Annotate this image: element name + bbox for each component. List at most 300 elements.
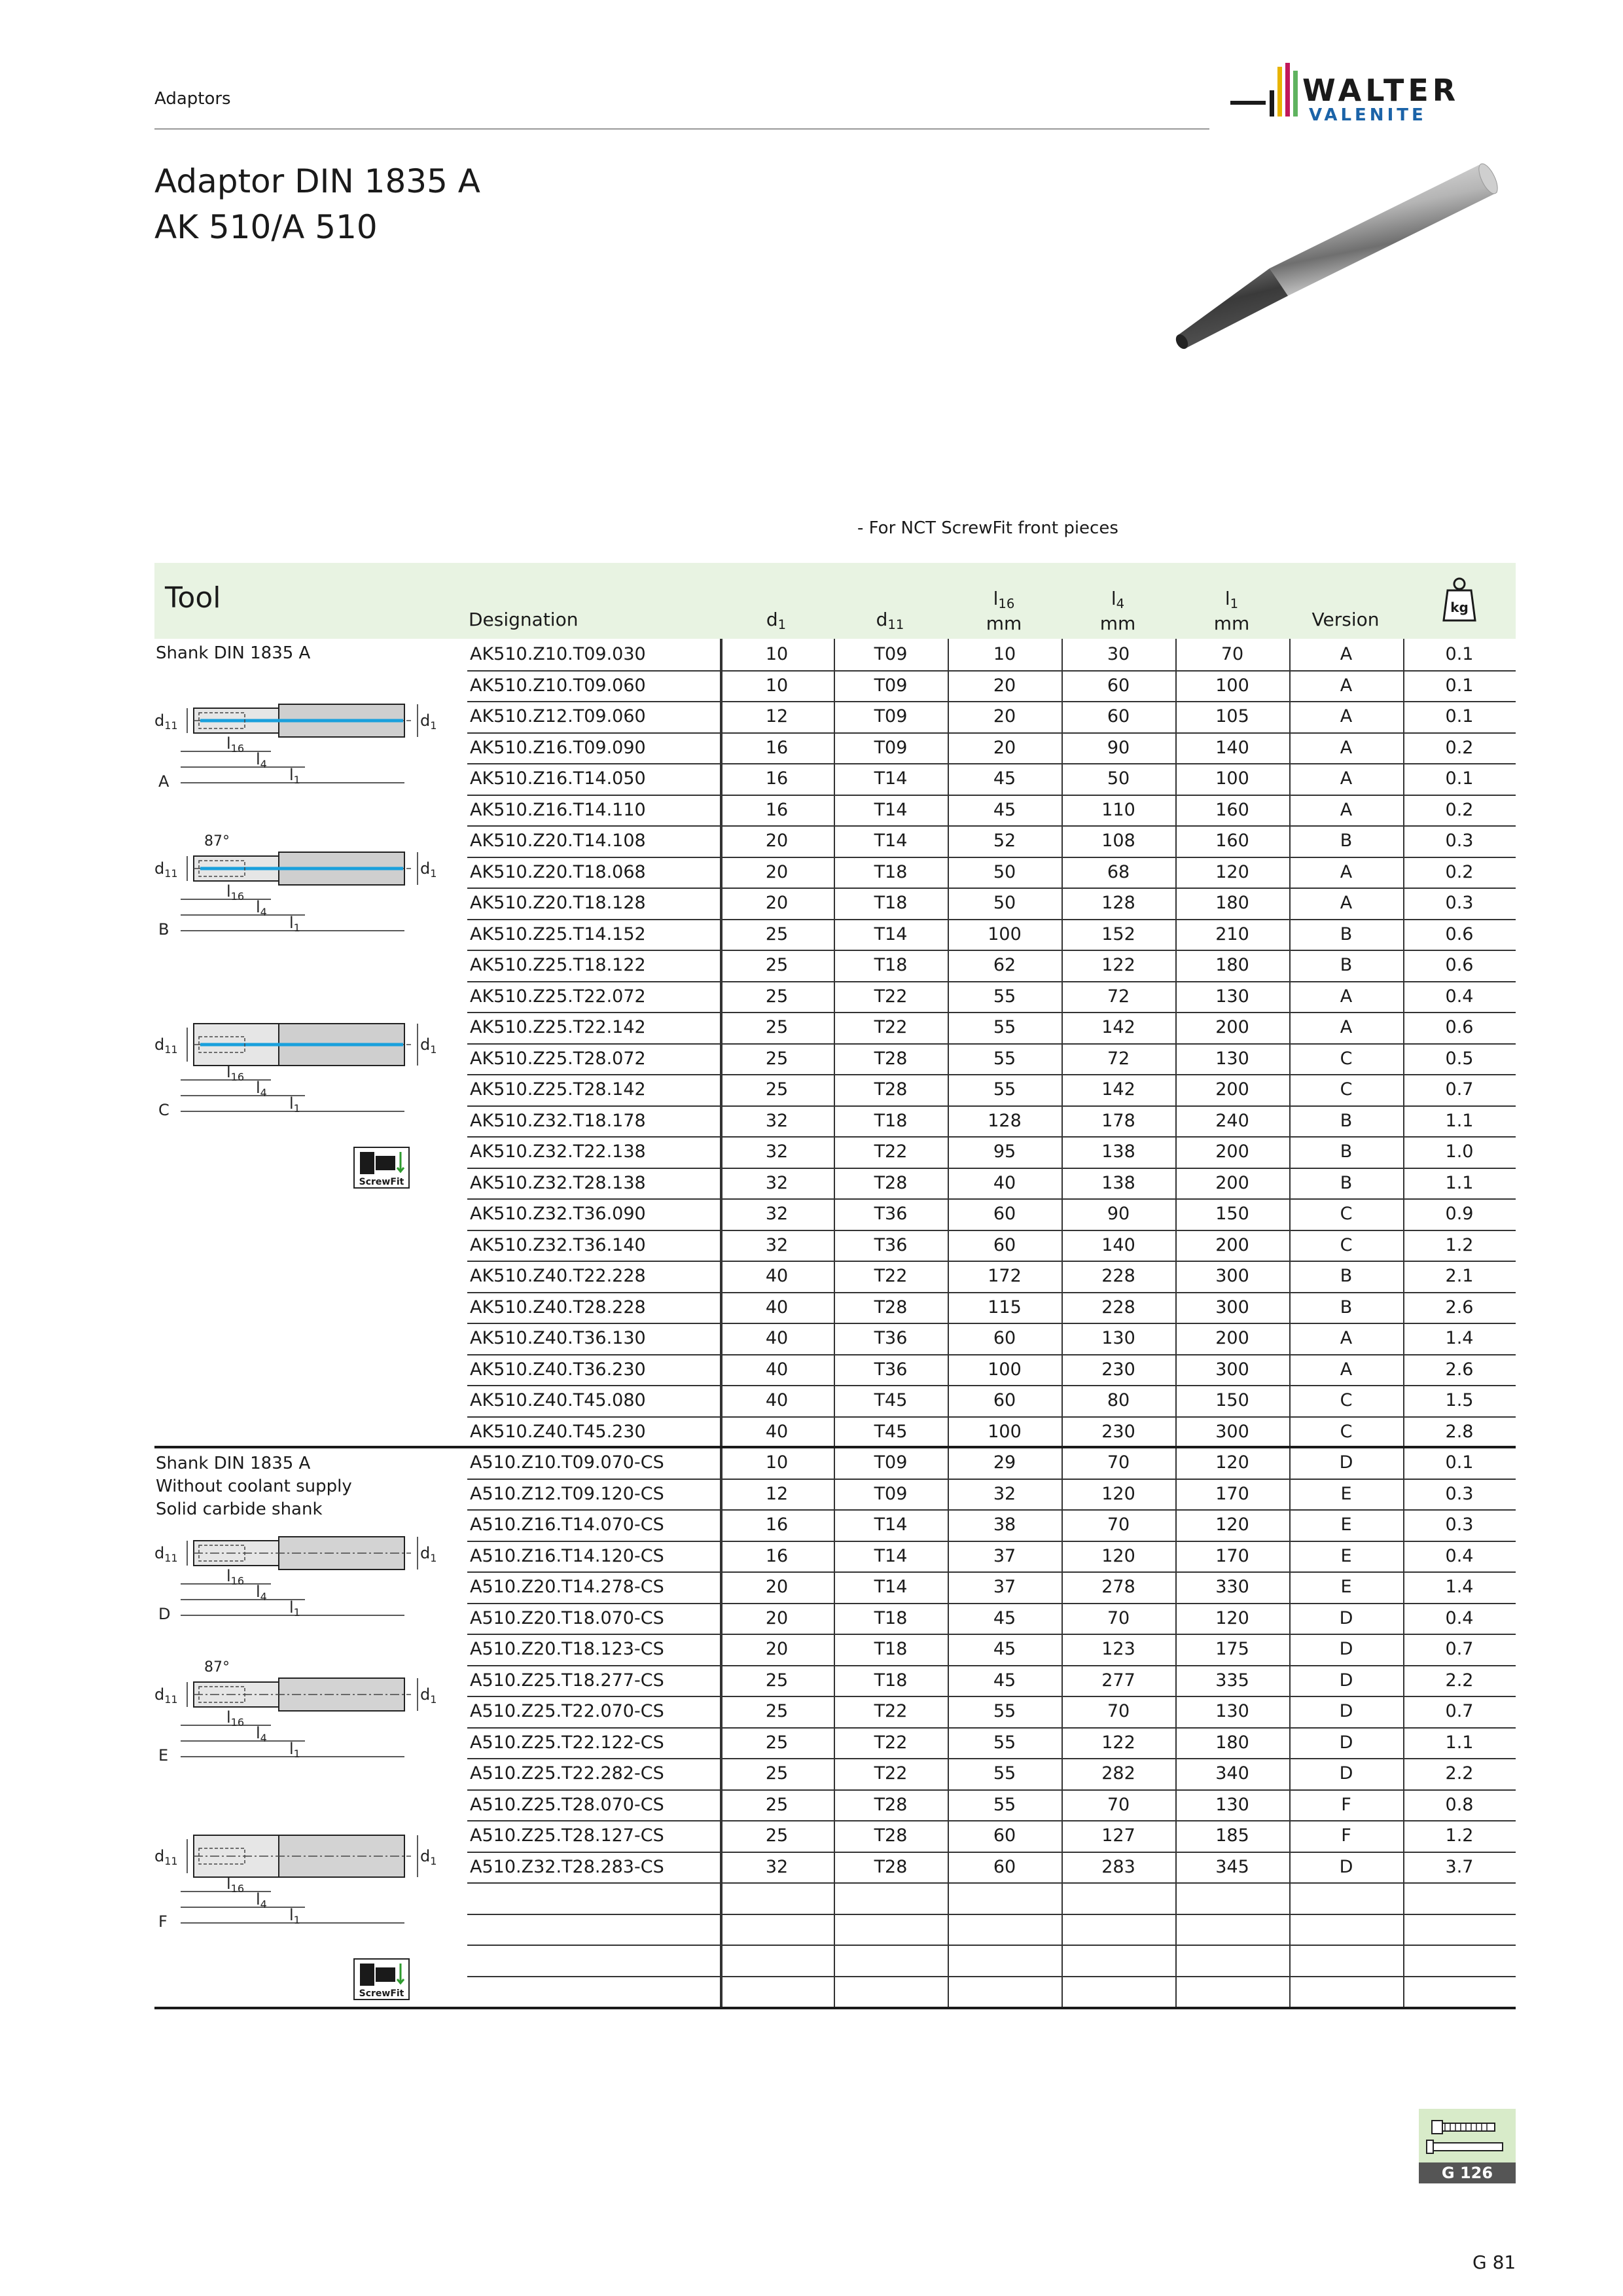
cell-version: A <box>1340 644 1353 664</box>
table-row <box>467 1789 1516 1822</box>
cell-l16: 38 <box>993 1515 1016 1535</box>
cell-weight: 0.4 <box>1445 1545 1474 1566</box>
cell-version: A <box>1340 1017 1353 1037</box>
cell-weight: 1.4 <box>1445 1328 1474 1348</box>
cell-l16: 45 <box>993 768 1016 789</box>
cell-d11: T18 <box>874 893 908 913</box>
table-row <box>467 1136 1516 1169</box>
version-letter: A <box>158 772 169 791</box>
cell-weight: 0.6 <box>1445 955 1474 975</box>
cell-version: E <box>1340 1577 1352 1597</box>
cell-l4: 178 <box>1101 1110 1135 1131</box>
cell-d1: 40 <box>765 1297 789 1318</box>
table-row <box>467 1074 1516 1107</box>
cell-weight: 1.4 <box>1445 1577 1474 1597</box>
cell-d11: T18 <box>874 1639 908 1659</box>
cell-version: A <box>1340 675 1353 696</box>
cell-l16: 55 <box>993 1732 1016 1753</box>
cell-l4: 128 <box>1101 893 1135 913</box>
cell-version: A <box>1340 737 1353 758</box>
table-row <box>467 1385 1516 1418</box>
col-header-l1: $l_1$ mm <box>1213 588 1250 634</box>
column-divider <box>834 639 835 2007</box>
table-row <box>467 732 1516 765</box>
cell-d1: 20 <box>765 1607 789 1628</box>
cell-d1: 12 <box>765 706 789 726</box>
table-row <box>467 1634 1516 1666</box>
cell-l1: 300 <box>1215 1266 1249 1286</box>
cell-d1: 20 <box>765 831 789 851</box>
cell-weight: 0.2 <box>1445 799 1474 820</box>
cell-weight: 1.2 <box>1445 1234 1474 1255</box>
cell-l16: 55 <box>993 1794 1016 1815</box>
cell-d1: 32 <box>765 1234 789 1255</box>
cell-l16: 55 <box>993 1701 1016 1721</box>
cell-l1: 130 <box>1215 1048 1249 1069</box>
cell-l1: 200 <box>1215 1017 1249 1037</box>
label-l16: $l_{16}$ <box>226 1708 245 1729</box>
cell-l16: 60 <box>993 1825 1016 1846</box>
cell-weight: 0.5 <box>1445 1048 1474 1069</box>
cell-designation: AK510.Z25.T22.072 <box>470 986 646 1007</box>
cell-d11: T22 <box>874 1141 908 1162</box>
cell-version: B <box>1340 1172 1353 1193</box>
table-row <box>467 1603 1516 1636</box>
cell-designation: AK510.Z25.T22.142 <box>470 1017 646 1037</box>
table-row <box>467 1416 1516 1449</box>
cell-l1: 335 <box>1215 1670 1249 1691</box>
cell-weight: 1.1 <box>1445 1732 1474 1753</box>
cell-d11: T09 <box>874 675 908 696</box>
version-letter: C <box>158 1101 169 1119</box>
cell-l16: 20 <box>993 706 1016 726</box>
cell-l4: 282 <box>1101 1763 1135 1784</box>
cell-weight: 0.3 <box>1445 1515 1474 1535</box>
cell-designation: A510.Z25.T22.122-CS <box>470 1732 664 1753</box>
label-l16: $l_{16}$ <box>226 1567 245 1587</box>
cell-version: F <box>1341 1825 1351 1846</box>
cell-designation: A510.Z16.T14.070-CS <box>470 1515 664 1535</box>
cell-l1: 300 <box>1215 1421 1249 1442</box>
table-row <box>467 825 1516 858</box>
table-row <box>467 950 1516 982</box>
cell-l16: 45 <box>993 1670 1016 1691</box>
table-row <box>467 1696 1516 1729</box>
cell-d1: 25 <box>765 1670 789 1691</box>
label-d11: $d_{11}$ <box>154 859 178 880</box>
table-row <box>467 1105 1516 1138</box>
cell-d11: T28 <box>874 1048 908 1069</box>
cell-l1: 300 <box>1215 1359 1249 1380</box>
cell-l4: 122 <box>1101 1732 1135 1753</box>
screwfit-label: ScrewFit <box>359 1177 404 1187</box>
cell-l4: 138 <box>1101 1141 1135 1162</box>
cell-designation: AK510.Z10.T09.030 <box>470 644 646 664</box>
cell-designation: A510.Z12.T09.120-CS <box>470 1483 664 1504</box>
cell-version: D <box>1339 1763 1353 1784</box>
cell-designation: A510.Z25.T22.282-CS <box>470 1763 664 1784</box>
cell-l4: 278 <box>1101 1577 1135 1597</box>
cell-l4: 70 <box>1107 1794 1130 1815</box>
cell-l16: 60 <box>993 1204 1016 1224</box>
cell-l4: 70 <box>1107 1607 1130 1628</box>
cell-designation: A510.Z10.T09.070-CS <box>470 1452 664 1473</box>
cell-d1: 16 <box>765 799 789 820</box>
cell-version: D <box>1339 1856 1353 1877</box>
cell-weight: 0.7 <box>1445 1639 1474 1659</box>
cell-l1: 345 <box>1215 1856 1249 1877</box>
cell-weight: 2.2 <box>1445 1763 1474 1784</box>
section-label: Adaptors <box>154 89 231 109</box>
cell-d11: T22 <box>874 1701 908 1721</box>
cell-designation: AK510.Z16.T09.090 <box>470 737 646 758</box>
table-row-empty <box>467 1976 1516 2007</box>
cell-version: A <box>1340 1359 1353 1380</box>
cell-l16: 32 <box>993 1483 1016 1504</box>
group2-label: Shank DIN 1835 A Without coolant supply Solid carbide shank <box>156 1454 352 1519</box>
cell-d1: 20 <box>765 861 789 882</box>
cell-l4: 230 <box>1101 1359 1135 1380</box>
cell-designation: A510.Z20.T14.278-CS <box>470 1577 664 1597</box>
label-l1: $l_1$ <box>289 1906 300 1926</box>
screwfit-icon <box>353 1147 410 1191</box>
cell-l16: 60 <box>993 1856 1016 1877</box>
cell-d1: 40 <box>765 1390 789 1410</box>
cell-d1: 25 <box>765 1079 789 1100</box>
cell-version: A <box>1340 986 1353 1007</box>
table-row <box>467 981 1516 1014</box>
cell-designation: AK510.Z40.T45.080 <box>470 1390 646 1410</box>
cell-weight: 0.1 <box>1445 675 1474 696</box>
cell-l16: 100 <box>988 1421 1022 1442</box>
cell-version: B <box>1340 955 1353 975</box>
cell-weight: 0.8 <box>1445 1794 1474 1815</box>
table-row <box>467 1261 1516 1293</box>
cell-designation: AK510.Z32.T36.090 <box>470 1204 646 1224</box>
screw-icon <box>1419 2109 1516 2162</box>
page-title-line2: AK 510/A 510 <box>154 208 378 246</box>
product-image <box>1139 157 1518 367</box>
column-divider <box>720 639 722 2007</box>
label-l4: $l_4$ <box>256 1583 267 1603</box>
cell-l4: 60 <box>1107 706 1130 726</box>
table-row <box>467 1852 1516 1884</box>
cell-d11: T14 <box>874 924 908 944</box>
cell-d1: 25 <box>765 955 789 975</box>
label-l1: $l_1$ <box>289 766 300 786</box>
cell-d11: T28 <box>874 1856 908 1877</box>
cell-designation: A510.Z25.T22.070-CS <box>470 1701 664 1721</box>
cell-l4: 30 <box>1107 644 1130 664</box>
drawing-version-d <box>154 1515 442 1648</box>
cell-l16: 55 <box>993 1048 1016 1069</box>
column-divider <box>1403 639 1404 2007</box>
cell-l4: 70 <box>1107 1701 1130 1721</box>
label-l4: $l_4$ <box>256 1890 267 1910</box>
page-title-line1: Adaptor DIN 1835 A <box>154 162 480 200</box>
col-header-version: Version <box>1311 609 1380 630</box>
cell-designation: A510.Z32.T28.283-CS <box>470 1856 664 1877</box>
cell-version: C <box>1340 1204 1353 1224</box>
cell-l4: 283 <box>1101 1856 1135 1877</box>
label-l4: $l_4$ <box>256 750 267 770</box>
col-header-weight <box>1403 576 1516 624</box>
cell-d1: 25 <box>765 1763 789 1784</box>
cell-weight: 0.1 <box>1445 644 1474 664</box>
cell-l4: 50 <box>1107 768 1130 789</box>
cell-version: C <box>1340 1390 1353 1410</box>
cell-l4: 110 <box>1101 799 1135 820</box>
table-row <box>467 1758 1516 1791</box>
cell-d1: 25 <box>765 1048 789 1069</box>
cell-version: B <box>1340 1110 1353 1131</box>
cell-d11: T36 <box>874 1204 908 1224</box>
cell-d11: T22 <box>874 1266 908 1286</box>
cell-l1: 200 <box>1215 1141 1249 1162</box>
cell-l1: 120 <box>1215 861 1249 882</box>
cell-weight: 3.7 <box>1445 1856 1474 1877</box>
cell-weight: 0.2 <box>1445 861 1474 882</box>
cell-designation: A510.Z25.T28.127-CS <box>470 1825 664 1846</box>
cell-l1: 160 <box>1215 831 1249 851</box>
cell-d1: 10 <box>765 644 789 664</box>
version-letter: E <box>158 1746 169 1765</box>
cell-l1: 120 <box>1215 1607 1249 1628</box>
table-row <box>467 1541 1516 1573</box>
cell-l4: 90 <box>1107 737 1130 758</box>
cell-d1: 40 <box>765 1266 789 1286</box>
drawing-version-a <box>154 682 442 816</box>
cell-l1: 185 <box>1215 1825 1249 1846</box>
drawing-version-e <box>154 1656 442 1789</box>
cell-l16: 10 <box>993 644 1016 664</box>
cell-d11: T09 <box>874 737 908 758</box>
cell-weight: 2.1 <box>1445 1266 1474 1286</box>
cell-weight: 0.6 <box>1445 1017 1474 1037</box>
cell-l1: 210 <box>1215 924 1249 944</box>
cell-l4: 140 <box>1101 1234 1135 1255</box>
cell-l1: 200 <box>1215 1079 1249 1100</box>
weight-icon <box>1442 576 1476 624</box>
label-d1: $d_1$ <box>420 1544 437 1564</box>
table-row <box>467 1727 1516 1760</box>
cell-l1: 100 <box>1215 675 1249 696</box>
cell-l4: 230 <box>1101 1421 1135 1442</box>
table-row <box>467 888 1516 920</box>
table-row <box>467 1230 1516 1263</box>
group1-label: Shank DIN 1835 A <box>156 643 311 663</box>
cell-d1: 25 <box>765 986 789 1007</box>
cell-l4: 127 <box>1101 1825 1135 1846</box>
cell-d1: 16 <box>765 1515 789 1535</box>
label-l1: $l_1$ <box>289 1740 300 1760</box>
cell-d1: 10 <box>765 675 789 696</box>
cell-weight: 1.1 <box>1445 1172 1474 1193</box>
col-header-designation: Designation <box>469 609 579 630</box>
cell-d1: 32 <box>765 1141 789 1162</box>
drawing-version-c <box>154 1001 442 1135</box>
brand-name: WALTER <box>1302 73 1460 108</box>
cell-d1: 25 <box>765 1732 789 1753</box>
angle-label: 87° <box>204 833 230 850</box>
cell-weight: 2.6 <box>1445 1297 1474 1318</box>
cell-l1: 105 <box>1215 706 1249 726</box>
table-row-empty <box>467 1882 1516 1915</box>
cell-d11: T14 <box>874 1577 908 1597</box>
cell-weight: 0.1 <box>1445 1452 1474 1473</box>
label-l1: $l_1$ <box>289 1598 300 1619</box>
cell-d11: T18 <box>874 1110 908 1131</box>
drawing-version-f <box>154 1813 442 1946</box>
label-d11: $d_{11}$ <box>154 1685 178 1706</box>
cell-l1: 160 <box>1215 799 1249 820</box>
cell-designation: AK510.Z32.T36.140 <box>470 1234 646 1255</box>
cell-version: B <box>1340 1266 1353 1286</box>
cell-l1: 175 <box>1215 1639 1249 1659</box>
cell-designation: AK510.Z40.T36.130 <box>470 1328 646 1348</box>
cell-l16: 37 <box>993 1577 1016 1597</box>
cell-d11: T22 <box>874 986 908 1007</box>
cell-d1: 16 <box>765 737 789 758</box>
label-d1: $d_1$ <box>420 1847 437 1867</box>
cell-weight: 0.3 <box>1445 1483 1474 1504</box>
cell-l16: 52 <box>993 831 1016 851</box>
table-row <box>467 1447 1516 1480</box>
cell-l4: 68 <box>1107 861 1130 882</box>
table-row <box>467 1509 1516 1542</box>
cell-l16: 55 <box>993 1763 1016 1784</box>
cell-weight: 0.1 <box>1445 768 1474 789</box>
label-d1: $d_1$ <box>420 859 437 880</box>
column-divider <box>1061 639 1063 2007</box>
cell-version: B <box>1340 831 1353 851</box>
cell-l1: 170 <box>1215 1483 1249 1504</box>
cell-d11: T28 <box>874 1825 908 1846</box>
cell-l16: 60 <box>993 1328 1016 1348</box>
cell-l16: 45 <box>993 1639 1016 1659</box>
table-row <box>467 1323 1516 1355</box>
label-d1: $d_1$ <box>420 1035 437 1056</box>
cell-weight: 0.4 <box>1445 1607 1474 1628</box>
cell-d11: T09 <box>874 1452 908 1473</box>
cell-l1: 140 <box>1215 737 1249 758</box>
cell-d11: T28 <box>874 1297 908 1318</box>
cell-l16: 115 <box>988 1297 1022 1318</box>
version-letter: B <box>158 920 169 939</box>
cell-version: B <box>1340 1297 1353 1318</box>
label-l4: $l_4$ <box>256 1724 267 1744</box>
column-divider <box>1289 639 1291 2007</box>
cell-weight: 0.6 <box>1445 924 1474 944</box>
cell-designation: AK510.Z32.T18.178 <box>470 1110 646 1131</box>
cell-d1: 16 <box>765 768 789 789</box>
cell-l16: 20 <box>993 737 1016 758</box>
cell-version: C <box>1340 1048 1353 1069</box>
table-row <box>467 919 1516 952</box>
top-rule <box>154 128 1209 130</box>
table-row <box>467 795 1516 827</box>
cell-l4: 60 <box>1107 675 1130 696</box>
cell-d11: T45 <box>874 1390 908 1410</box>
cell-l4: 277 <box>1101 1670 1135 1691</box>
cell-l16: 100 <box>988 1359 1022 1380</box>
label-l16: $l_{16}$ <box>226 882 245 903</box>
cell-designation: AK510.Z25.T28.142 <box>470 1079 646 1100</box>
cell-designation: A510.Z25.T28.070-CS <box>470 1794 664 1815</box>
tool-heading: Tool <box>165 581 221 615</box>
cell-l1: 130 <box>1215 1701 1249 1721</box>
cell-weight: 1.1 <box>1445 1110 1474 1131</box>
cell-designation: AK510.Z40.T28.228 <box>470 1297 646 1318</box>
table-row <box>467 1292 1516 1325</box>
note-text: - For NCT ScrewFit front pieces <box>857 518 1118 538</box>
angle-label: 87° <box>204 1659 230 1676</box>
label-d1: $d_1$ <box>420 1685 437 1706</box>
drawing-version-b <box>154 830 442 963</box>
table-row <box>467 1168 1516 1200</box>
cell-l4: 70 <box>1107 1515 1130 1535</box>
cell-version: D <box>1339 1452 1353 1473</box>
cell-d1: 25 <box>765 1017 789 1037</box>
cell-d1: 40 <box>765 1328 789 1348</box>
cell-d1: 32 <box>765 1856 789 1877</box>
cell-designation: A510.Z20.T18.123-CS <box>470 1639 664 1659</box>
cell-version: C <box>1340 1234 1353 1255</box>
cell-d1: 25 <box>765 1825 789 1846</box>
cell-weight: 0.7 <box>1445 1701 1474 1721</box>
cell-l4: 70 <box>1107 1452 1130 1473</box>
cell-d1: 20 <box>765 1577 789 1597</box>
cell-designation: AK510.Z12.T09.060 <box>470 706 646 726</box>
cell-l1: 200 <box>1215 1328 1249 1348</box>
cell-version: D <box>1339 1732 1353 1753</box>
cell-d11: T22 <box>874 1763 908 1784</box>
cell-designation: AK510.Z25.T28.072 <box>470 1048 646 1069</box>
column-divider <box>948 639 949 2007</box>
cell-l4: 228 <box>1101 1297 1135 1318</box>
col-header-d11: $d_{11}$ <box>876 609 904 632</box>
label-d11: $d_{11}$ <box>154 1847 178 1867</box>
cell-version: D <box>1339 1639 1353 1659</box>
cell-d1: 20 <box>765 893 789 913</box>
cell-d11: T18 <box>874 955 908 975</box>
cell-l4: 120 <box>1101 1483 1135 1504</box>
cell-d11: T45 <box>874 1421 908 1442</box>
label-l4: $l_4$ <box>256 898 267 918</box>
cell-l4: 122 <box>1101 955 1135 975</box>
cell-designation: AK510.Z32.T22.138 <box>470 1141 646 1162</box>
cell-weight: 0.4 <box>1445 986 1474 1007</box>
cell-designation: AK510.Z16.T14.050 <box>470 768 646 789</box>
cell-designation: AK510.Z25.T18.122 <box>470 955 646 975</box>
cell-l4: 80 <box>1107 1390 1130 1410</box>
cell-designation: AK510.Z20.T18.068 <box>470 861 646 882</box>
cell-l4: 90 <box>1107 1204 1130 1224</box>
label-l4: $l_4$ <box>256 1079 267 1099</box>
table-row <box>467 701 1516 734</box>
cell-weight: 2.6 <box>1445 1359 1474 1380</box>
cell-weight: 1.2 <box>1445 1825 1474 1846</box>
brand-subname: VALENITE <box>1309 105 1427 125</box>
cell-l4: 142 <box>1101 1017 1135 1037</box>
cell-l1: 120 <box>1215 1452 1249 1473</box>
cell-d1: 16 <box>765 1545 789 1566</box>
cell-d1: 20 <box>765 1639 789 1659</box>
cell-d1: 25 <box>765 1794 789 1815</box>
table-row-empty <box>467 1945 1516 1977</box>
cell-l16: 172 <box>988 1266 1022 1286</box>
cell-l1: 150 <box>1215 1390 1249 1410</box>
